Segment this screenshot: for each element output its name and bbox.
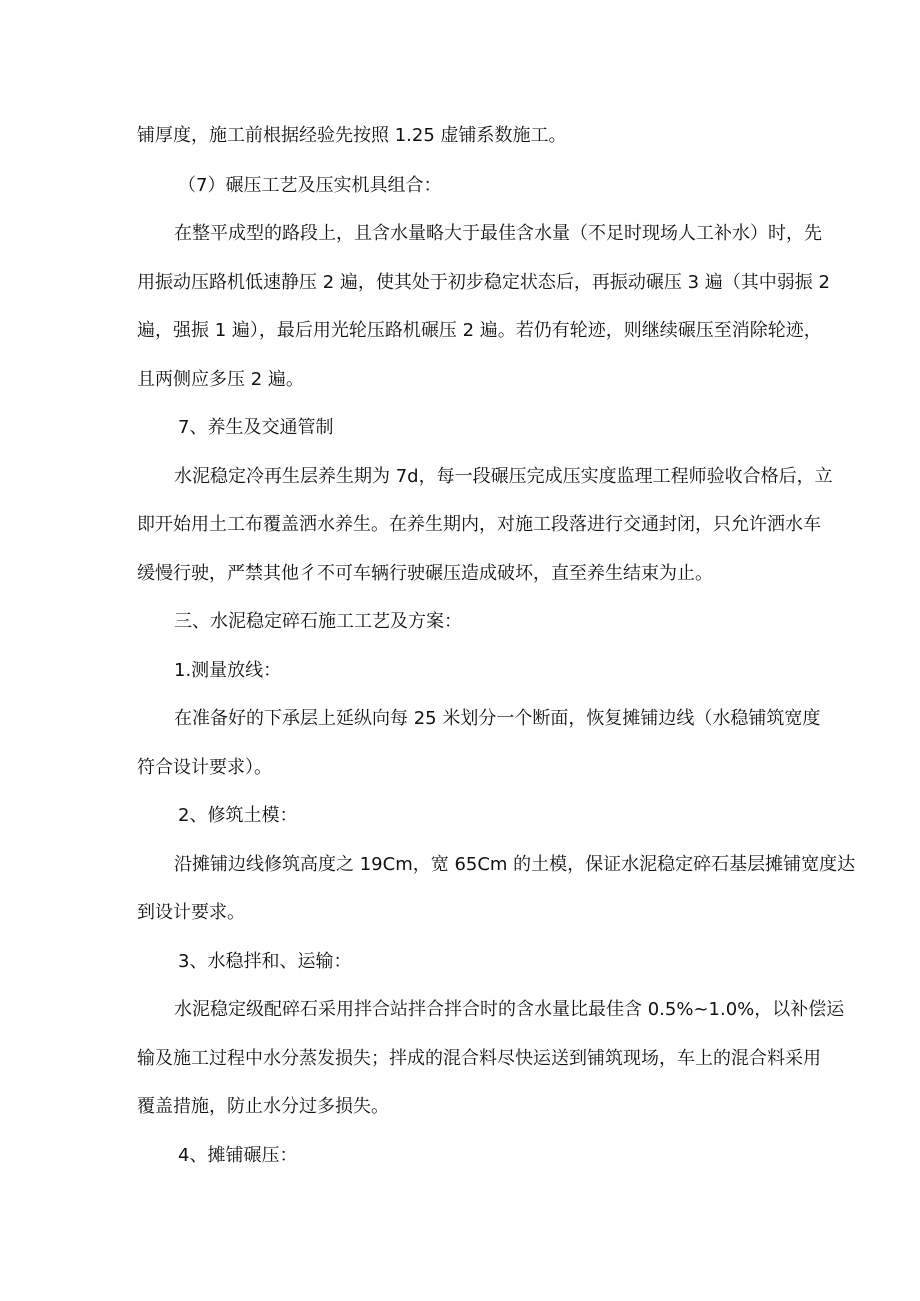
paragraph-line: 遍，强振 1 遍），最后用光轮压路机碾压 2 遍。若仍有轮迹，则继续碾压至消除轮迹， bbox=[137, 320, 822, 341]
section-heading: （7）碾压工艺及压实机具组合： bbox=[178, 175, 442, 196]
paragraph-line: 且两侧应多压 2 遍。 bbox=[137, 369, 304, 390]
paragraph-line: 到设计要求。 bbox=[137, 902, 245, 923]
paragraph-line: 即开始用土工布覆盖洒水养生。在养生期内，对施工段落进行交通封闭，只允许洒水车 bbox=[137, 514, 821, 535]
paragraph-line: 符合设计要求）。 bbox=[137, 757, 272, 778]
section-heading: 2、修筑土模： bbox=[178, 805, 298, 826]
paragraph-line: 水泥稳定冷再生层养生期为 7d，每一段碾压完成压实度监理工程师验收合格后，立 bbox=[174, 466, 833, 487]
paragraph-line: 在准备好的下承层上延纵向每 25 米划分一个断面，恢复摊铺边线（水稳铺筑宽度 bbox=[174, 708, 821, 729]
section-heading: 4、摊铺碾压： bbox=[178, 1145, 298, 1166]
paragraph-line: 输及施工过程中水分蒸发损失；拌成的混合料尽快运送到铺筑现场，车上的混合料采用 bbox=[137, 1048, 821, 1069]
paragraph-line: 覆盖措施，防止水分过多损失。 bbox=[137, 1096, 389, 1117]
paragraph-line: 沿摊铺边线修筑高度之 19Cm，宽 65Cm 的土模，保证水泥稳定碎石基层摊铺宽度达 bbox=[174, 854, 856, 875]
paragraph-line: 水泥稳定级配碎石采用拌合站拌合拌合时的含水量比最佳含 0.5%~1.0%，以补偿运 bbox=[174, 999, 845, 1020]
section-heading: 1.测量放线： bbox=[174, 660, 282, 681]
section-heading: 三、水泥稳定碎石施工工艺及方案： bbox=[174, 611, 462, 632]
section-heading: 7、养生及交通管制 bbox=[178, 417, 334, 438]
section-heading: 3、水稳拌和、运输： bbox=[178, 951, 352, 972]
paragraph-line: 缓慢行驶，严禁其他彳不可车辆行驶碾压造成破坏，直至养生结束为止。 bbox=[137, 563, 713, 584]
paragraph-line: 铺厚度，施工前根据经验先按照 1.25 虚铺系数施工。 bbox=[137, 125, 567, 146]
paragraph-line: 用振动压路机低速静压 2 遍，使其处于初步稳定状态后，再振动碾压 3 遍（其中弱振 2 bbox=[137, 272, 830, 293]
paragraph-line: 在整平成型的路段上，且含水量略大于最佳含水量（不足时现场人工补水）时，先 bbox=[174, 223, 822, 244]
